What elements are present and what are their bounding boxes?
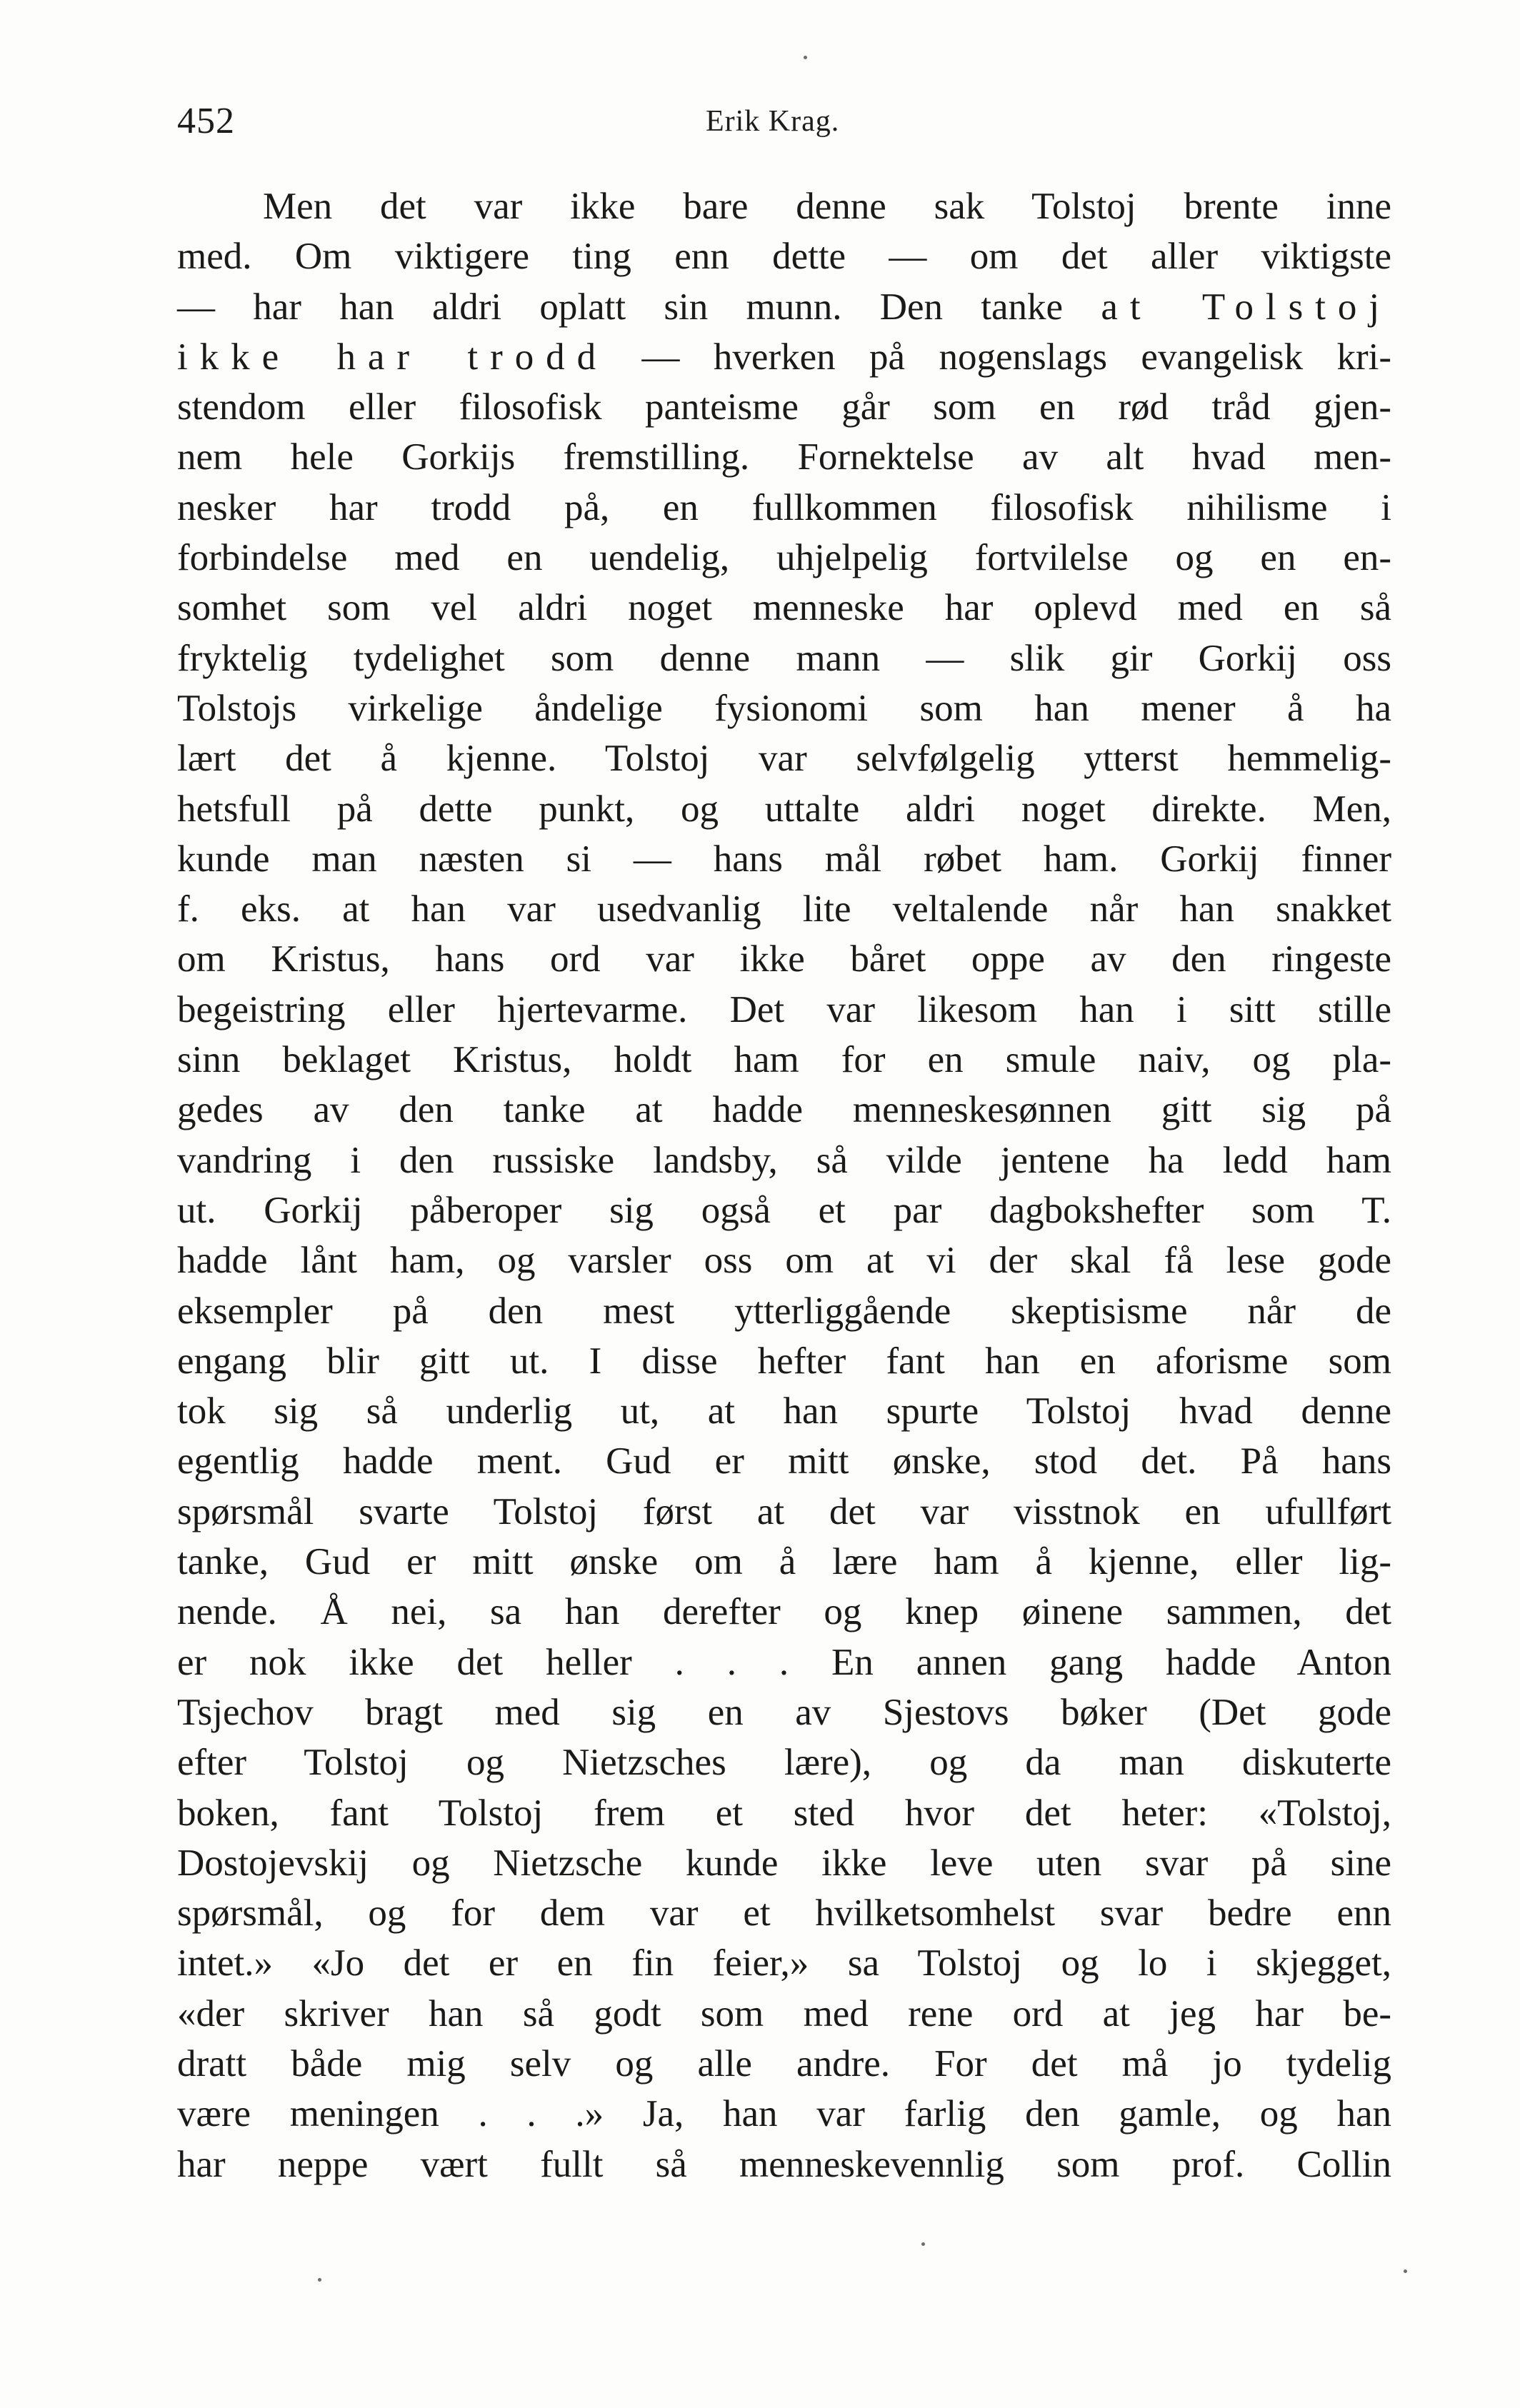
spaced-emphasis: ikke har trodd	[177, 336, 609, 378]
text-line: engang blir gitt ut. I disse hefter fant han en aforisme som	[177, 1340, 1391, 1382]
text-line: har neppe vært fullt så menneskevennlig som prof. Collin	[177, 2143, 1391, 2185]
text-line: Tsjechov bragt med sig en av Sjestovs bøker (Det gode	[177, 1691, 1391, 1733]
body-text	[177, 181, 1391, 2189]
text-line: kunde man næsten si — hans mål røbet ham. Gorkij finner	[177, 838, 1391, 880]
text-line: tok sig så underlig ut, at han spurte Tolstoj hvad denne	[177, 1390, 1391, 1433]
text-line: forbindelse med en uendelig, uhjelpelig fortvilelse og en en-	[177, 537, 1391, 579]
text-run: — har han aldri oplatt sin munn. Den tanke	[177, 286, 1064, 328]
text-line: nende. Å nei, sa han derefter og knep øinene sammen, det	[177, 1591, 1391, 1633]
text-line: ut. Gorkij påberoper sig også et par dagbokshefter som T.	[177, 1189, 1391, 1231]
running-head: Erik Krag.	[706, 105, 840, 138]
text-line: nem hele Gorkijs fremstilling. Fornektelse av alt hvad men-	[177, 436, 1391, 478]
paper-speck	[921, 2242, 925, 2246]
paper-speck	[804, 56, 807, 59]
text-line: dratt både mig selv og alle andre. For det må jo tydelig	[177, 2042, 1391, 2085]
em-dash: —	[641, 336, 680, 378]
text-line: sinn beklaget Kristus, holdt ham for en smule naiv, og pla-	[177, 1039, 1391, 1081]
text-line: «der skriver han så godt som med rene ord at jeg har be-	[177, 1992, 1391, 2035]
page-header	[177, 93, 1391, 150]
text-line: spørsmål, og for dem var et hvilketsomhelst svar bedre enn	[177, 1892, 1391, 1935]
text-line: efter Tolstoj og Nietzsches lære), og da man diskuterte	[177, 1742, 1391, 1784]
text-line: somhet som vel aldri noget menneske har oplevd med en så	[177, 587, 1391, 629]
text-line: fryktelig tydelighet som denne mann — slik gir Gorkij oss	[177, 637, 1391, 679]
text-line: om Kristus, hans ord var ikke båret oppe av den ringeste	[177, 938, 1391, 980]
text-line: lært det å kjenne. Tolstoj var selvfølgelig ytterst hemmelig-	[177, 738, 1391, 780]
text-line: egentlig hadde ment. Gud er mitt ønske, stod det. På hans	[177, 1440, 1391, 1483]
text-run: hverken på nogenslags evangelisk kri-	[713, 336, 1392, 378]
page-number: 452	[177, 101, 235, 141]
text-line: f. eks. at han var usedvanlig lite veltalende når han snakket	[177, 888, 1391, 930]
text-line: stendom eller filosofisk panteisme går som en rød tråd gjen-	[177, 386, 1391, 428]
text-line: hadde lånt ham, og varsler oss om at vi der skal få lese gode	[177, 1240, 1391, 1282]
text-line: boken, fant Tolstoj frem et sted hvor det heter: «Tolstoj,	[177, 1792, 1391, 1834]
text-line: tanke, Gud er mitt ønske om å lære ham å kjenne, eller lig-	[177, 1541, 1391, 1583]
text-line	[177, 332, 1391, 382]
text-line: hetsfull på dette punkt, og uttalte aldri noget direkte. Men,	[177, 788, 1391, 830]
spaced-emphasis: at Tolstoj	[1101, 286, 1392, 328]
text-line: vandring i den russiske landsby, så vilde jentene ha ledd ham	[177, 1139, 1391, 1181]
text-line: spørsmål svarte Tolstoj først at det var visstnok en ufullført	[177, 1490, 1391, 1532]
text-line	[177, 282, 1391, 332]
text-line: med. Om viktigere ting enn dette — om det aller viktigste	[177, 236, 1391, 278]
text-line: nesker har trodd på, en fullkommen filosofisk nihilisme i	[177, 486, 1391, 528]
text-line: eksempler på den mest ytterliggående skeptisisme når de	[177, 1290, 1391, 1332]
text-line: er nok ikke det heller . . . En annen gang hadde Anton	[177, 1641, 1391, 1683]
text-line: intet.» «Jo det er en fin feier,» sa Tolstoj og lo i skjegget,	[177, 1942, 1391, 1985]
text-line: Dostojevskij og Nietzsche kunde ikke leve uten svar på sine	[177, 1842, 1391, 1884]
text-line: gedes av den tanke at hadde menneskesønnen gitt sig på	[177, 1089, 1391, 1131]
text-line: Tolstojs virkelige åndelige fysionomi som han mener å ha	[177, 687, 1391, 729]
paper-speck	[1404, 2269, 1407, 2273]
text-line: begeistring eller hjertevarme. Det var likesom han i sitt stille	[177, 988, 1391, 1030]
text-line: Men det var ikke bare denne sak Tolstoj brente inne	[263, 186, 1391, 227]
paper-speck	[318, 2278, 321, 2282]
text-line: være meningen . . .» Ja, han var farlig den gamle, og han	[177, 2093, 1391, 2135]
